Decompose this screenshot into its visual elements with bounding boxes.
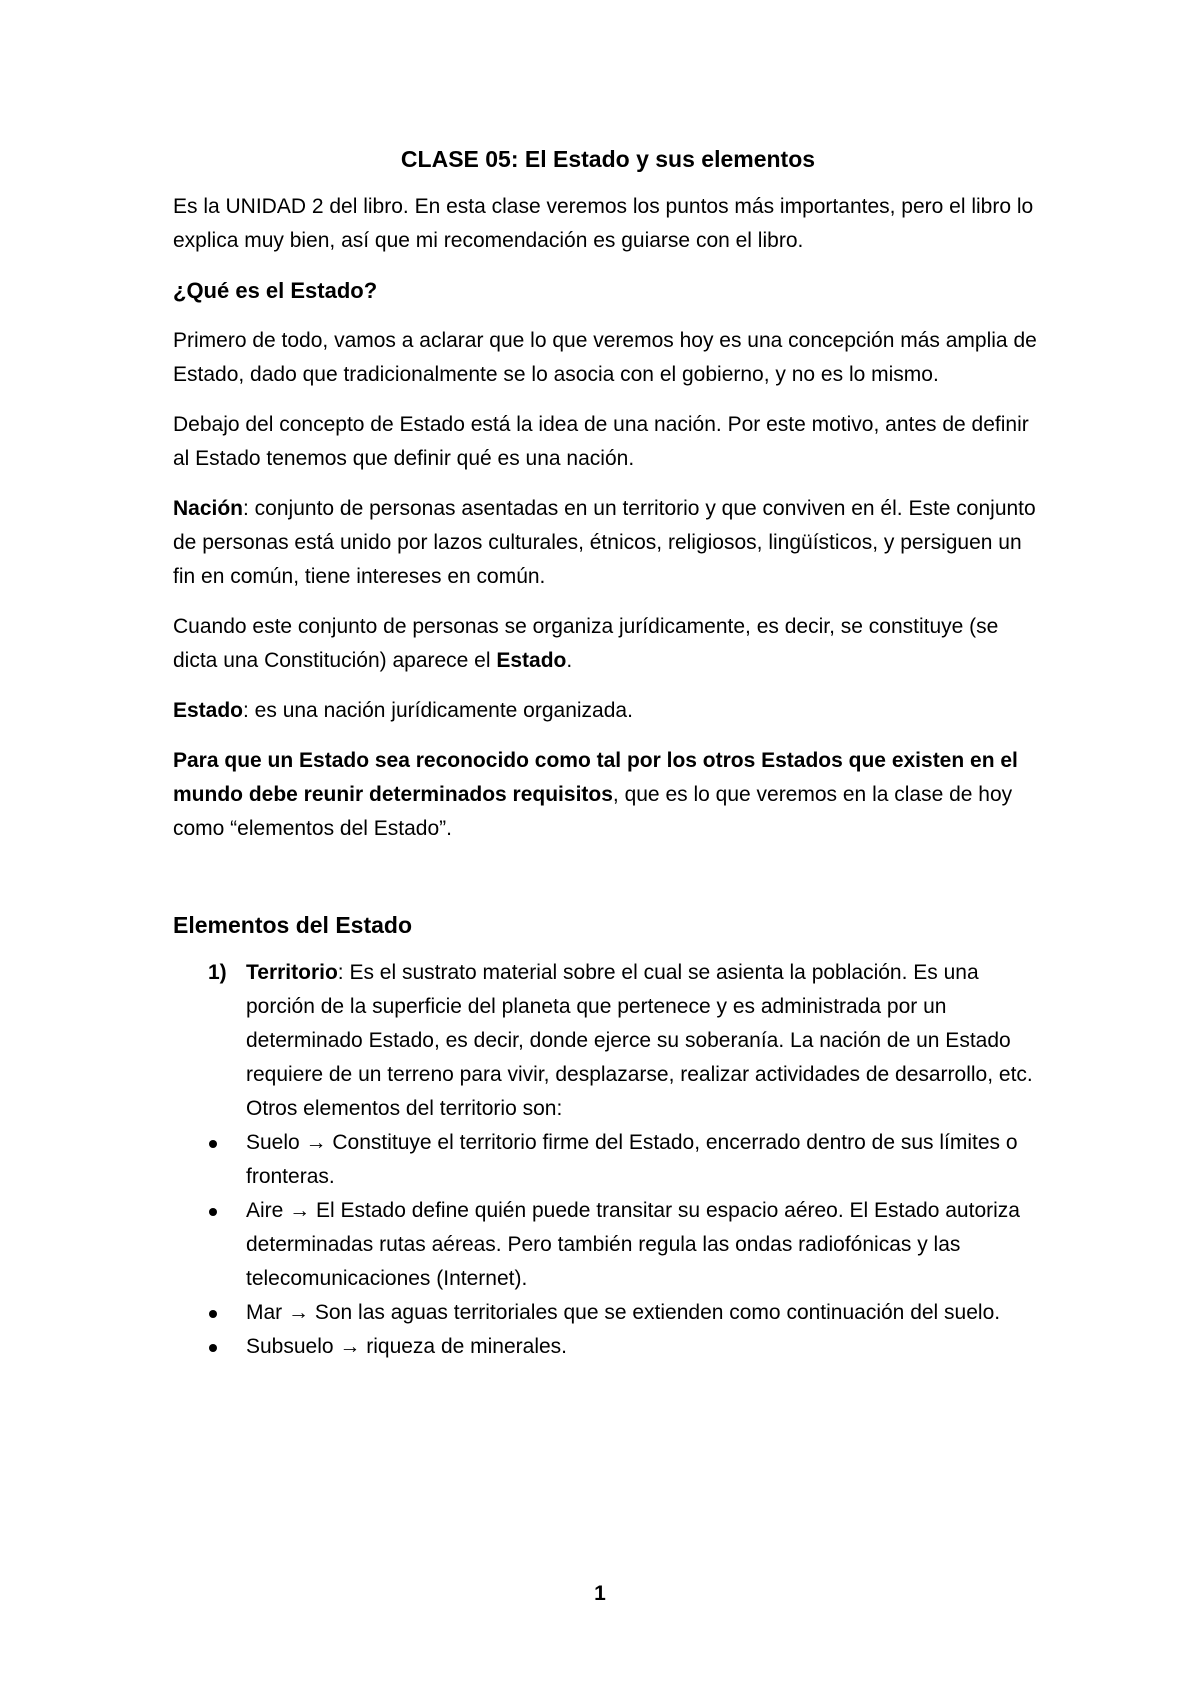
bullet-text: Mar → Son las aguas territoriales que se extienden como continuación del suelo.: [246, 1301, 1001, 1324]
bullet-text: Subsuelo → riqueza de minerales.: [246, 1335, 568, 1358]
list-item-subsuelo: [246, 1330, 1043, 1364]
bullet-icon: [209, 1344, 217, 1352]
numbered-item-territorio: [173, 956, 1043, 1126]
list-item-suelo: [246, 1126, 1043, 1194]
bullet-icon: [209, 1140, 217, 1148]
bullet-icon: [209, 1310, 217, 1318]
term-nacion: Nación: [173, 497, 244, 520]
term-territorio: Territorio: [246, 961, 338, 984]
list-item-aire: [246, 1194, 1043, 1296]
requisitos-bold: Para que un Estado sea reconocido como tal por los otros Estados que existen en el mundo debe reunir determinados requisitos: [173, 749, 1018, 806]
page-title: CLASE 05: El Estado y sus elementos: [400, 146, 816, 172]
definition-estado: [173, 694, 1043, 728]
paragraph-organizacion: [173, 610, 1043, 678]
paragraph-concepcion: Primero de todo, vamos a aclarar que lo que veremos hoy es una concepción más amplia de Estado, dado que tradicionalmente se lo asocia con el gobierno, y no es lo mismo.: [173, 329, 1037, 386]
document-body: [173, 142, 1043, 1364]
territorio-text: : Es el sustrato material sobre el cual se asienta la población. Es una porción de la superficie del planeta que pertenece y es administrada por un determinado Estado, es decir, donde ejerce su soberanía. La nación de un Estado requiere de un terreno para vivir, desplazarse, realizar actividades de desarrollo, etc.: [246, 961, 1033, 1086]
territorio-paragraph: [246, 956, 1043, 1092]
term-estado-inline: Estado: [496, 649, 567, 672]
definition-nacion-text: : conjunto de personas asentadas en un territorio y que conviven en él. Este conjunto de personas está unido por lazos culturales, étnicos, religiosos, lingüísticos, y persiguen un fin en común, tiene intereses en común.: [173, 497, 1036, 588]
term-estado: Estado: [173, 699, 244, 722]
bullet-text: Aire → El Estado define quién puede transitar su espacio aéreo. El Estado autoriza determinadas rutas aéreas. Pero también regula las ondas radiofónicas y las telecomunicaciones (Internet).: [246, 1199, 1020, 1290]
requisitos-text: , que es lo que veremos en la clase de hoy como “elementos del Estado”.: [173, 783, 1013, 840]
definition-estado-text: : es una nación jurídicamente organizada.: [243, 699, 633, 722]
bullet-text: Suelo → Constituye el territorio firme del Estado, encerrado dentro de sus límites o fronteras.: [246, 1131, 1018, 1188]
otros-elementos-label: Otros elementos del territorio son:: [246, 1097, 563, 1120]
paragraph-organizacion-end: .: [566, 649, 573, 672]
paragraph-requisitos: [173, 744, 1043, 846]
paragraph-organizacion-text: Cuando este conjunto de personas se organiza jurídicamente, es decir, se constituye (se dicta una Constitución) aparece el: [173, 615, 999, 672]
list-item-mar: [246, 1296, 1043, 1330]
question-heading: ¿Qué es el Estado?: [173, 278, 378, 303]
definition-nacion: [173, 492, 1043, 594]
territorio-bullet-list: [173, 1126, 1043, 1364]
page-number: 1: [594, 1582, 606, 1605]
section-heading: Elementos del Estado: [173, 912, 413, 938]
bullet-icon: [209, 1208, 217, 1216]
intro-paragraph: Es la UNIDAD 2 del libro. En esta clase veremos los puntos más importantes, pero el libro lo explica muy bien, así que mi recomendación es guiarse con el libro.: [173, 195, 1034, 252]
paragraph-nacion-idea: Debajo del concepto de Estado está la idea de una nación. Por este motivo, antes de definir al Estado tenemos que definir qué es una nación.: [173, 413, 1029, 470]
item-number: 1): [208, 961, 227, 984]
